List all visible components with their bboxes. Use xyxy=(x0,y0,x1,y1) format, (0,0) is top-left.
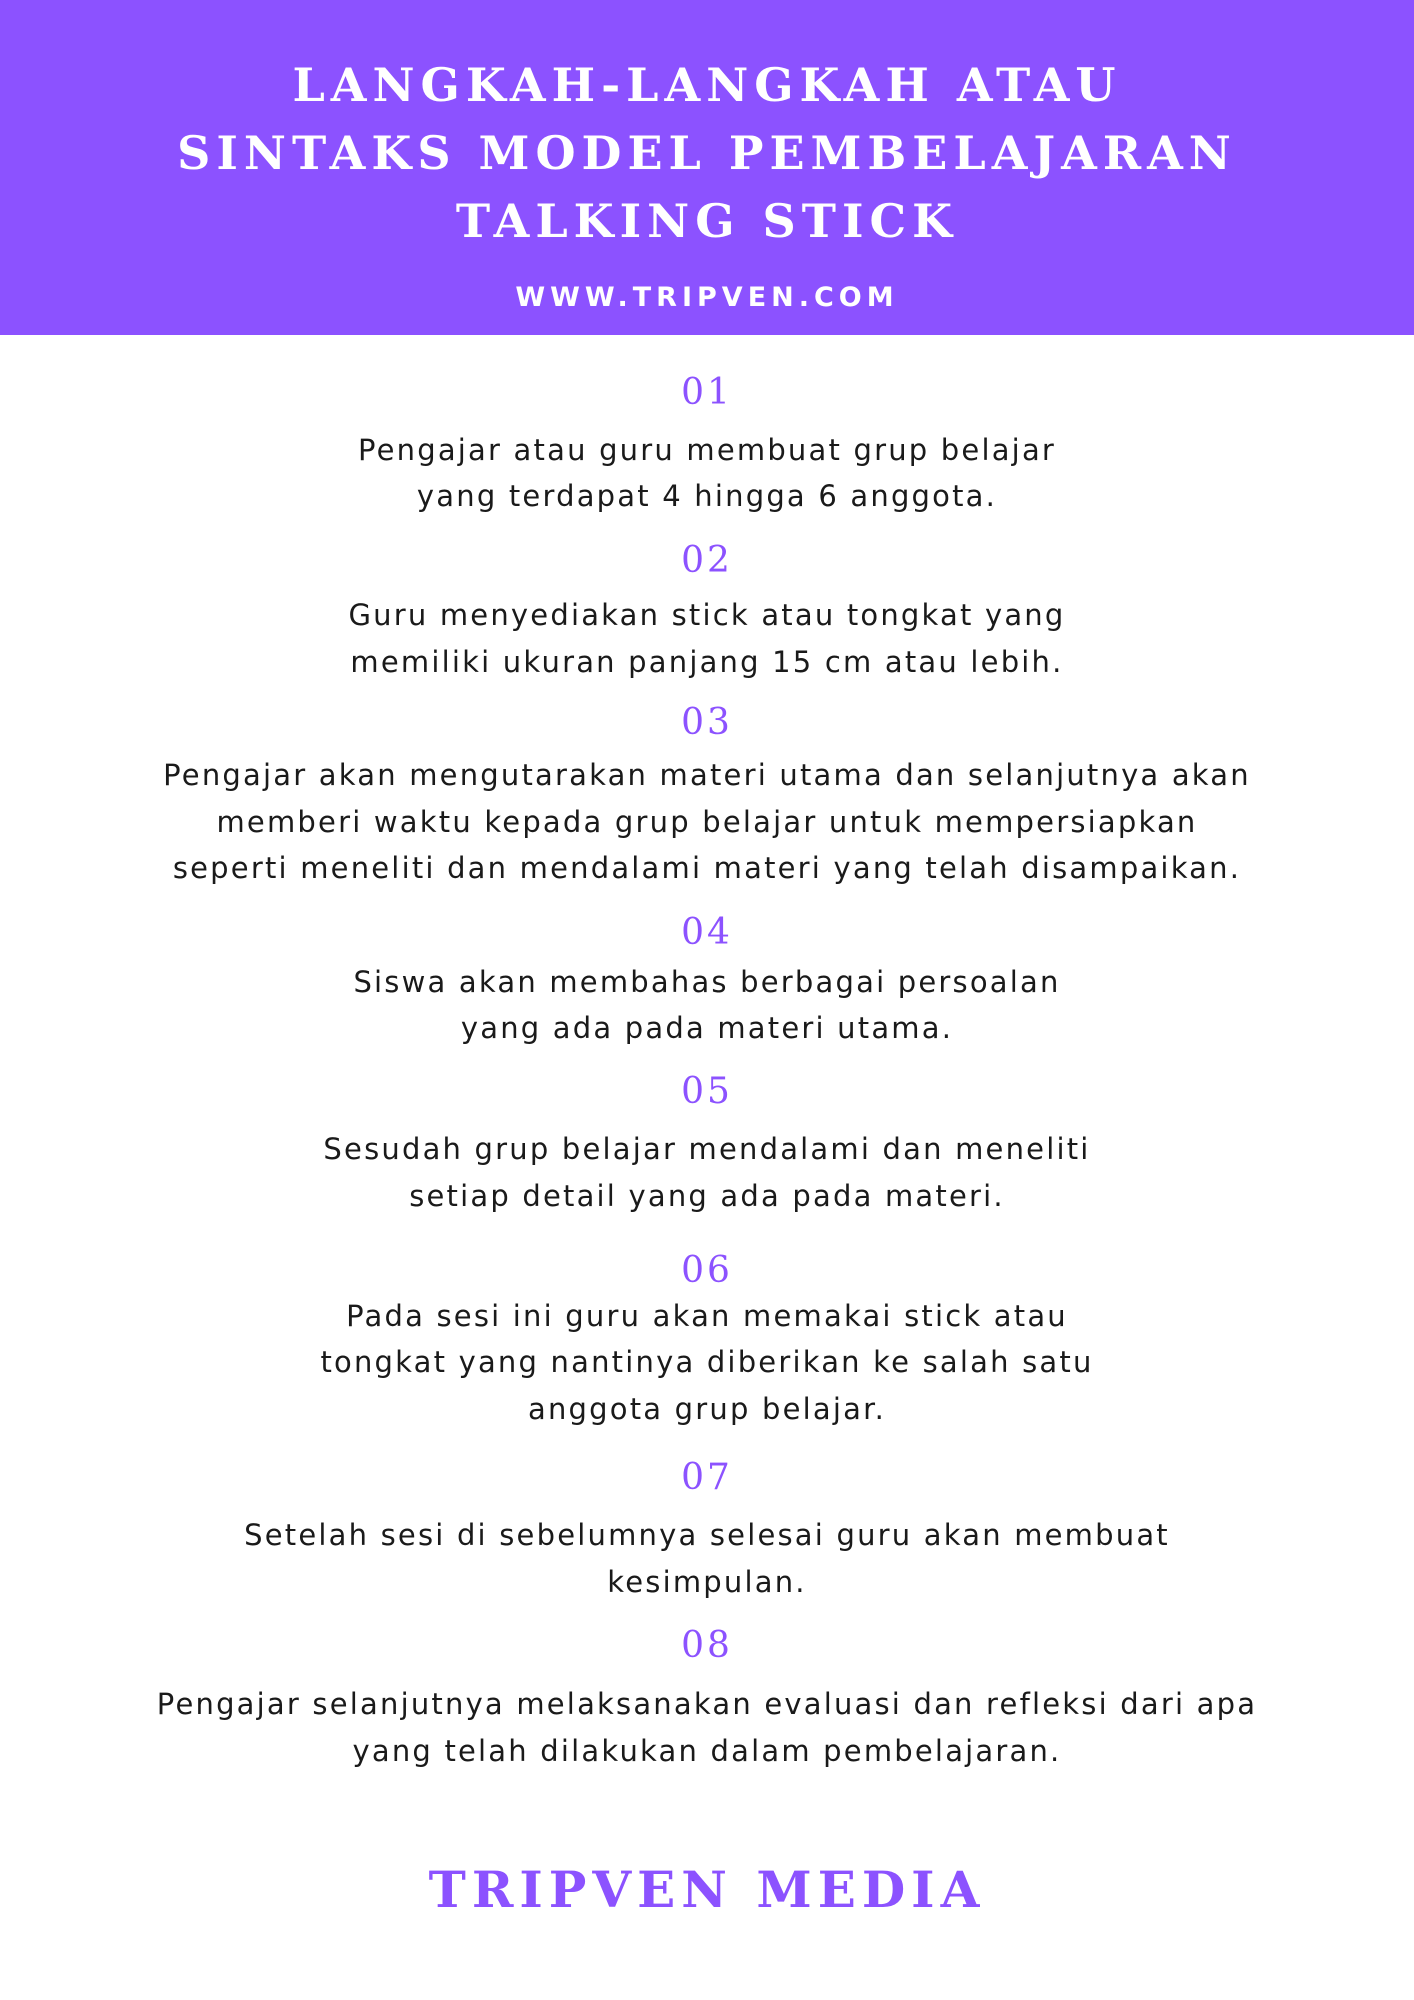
step-06-line-1: Pada sesi ini guru akan memakai stick atau xyxy=(346,1299,1068,1333)
step-02-line-2: memiliki ukuran panjang 15 cm atau lebih. xyxy=(350,645,1064,679)
step-03-line-2: memberi waktu kepada grup belajar untuk mempersiapkan xyxy=(216,805,1198,839)
step-03-line-1: Pengajar akan mengutarakan materi utama dan selanjutnya akan xyxy=(163,758,1251,792)
header-banner xyxy=(0,0,1414,335)
step-05-line-2: setiap detail yang ada pada materi. xyxy=(409,1179,1005,1213)
step-06-number: 06 xyxy=(681,1250,733,1291)
step-01-number: 01 xyxy=(681,372,733,413)
step-08-number: 08 xyxy=(681,1625,733,1666)
page-title-line-1: LANGKAH-LANGKAH ATAU xyxy=(292,58,1122,112)
step-04-line-2: yang ada pada materi utama. xyxy=(460,1011,954,1045)
step-06-line-2: tongkat yang nantinya diberikan ke salah satu xyxy=(320,1345,1094,1379)
footer-brand: TRIPVEN MEDIA xyxy=(428,1860,986,1919)
step-07-line-2: kesimpulan. xyxy=(607,1565,807,1599)
step-03-line-3: seperti meneliti dan mendalami materi yang telah disampaikan. xyxy=(172,851,1242,885)
website-url: WWW.TRIPVEN.COM xyxy=(515,282,899,313)
step-08-line-2: yang telah dilakukan dalam pembelajaran. xyxy=(352,1734,1062,1768)
step-05-line-1: Sesudah grup belajar mendalami dan meneliti xyxy=(323,1132,1091,1166)
page-title-line-2: SINTAKS MODEL PEMBELAJARAN xyxy=(177,126,1237,180)
step-07-number: 07 xyxy=(681,1457,733,1498)
step-01-line-1: Pengajar atau guru membuat grup belajar xyxy=(357,433,1057,467)
step-05-number: 05 xyxy=(681,1071,733,1112)
page-title-line-3: TALKING STICK xyxy=(455,194,959,248)
step-03-number: 03 xyxy=(681,702,733,743)
step-02-number: 02 xyxy=(681,540,733,581)
step-04-number: 04 xyxy=(681,912,733,953)
step-07-line-1: Setelah sesi di sebelumnya selesai guru akan membuat xyxy=(244,1518,1170,1552)
step-02-line-1: Guru menyediakan stick atau tongkat yang xyxy=(348,598,1066,632)
step-06-line-3: anggota grup belajar. xyxy=(528,1392,886,1426)
step-04-line-1: Siswa akan membahas berbagai persoalan xyxy=(353,965,1061,999)
step-01-line-2: yang terdapat 4 hingga 6 anggota. xyxy=(416,479,998,513)
step-08-line-1: Pengajar selanjutnya melaksanakan evaluasi dan refleksi dari apa xyxy=(156,1687,1258,1721)
